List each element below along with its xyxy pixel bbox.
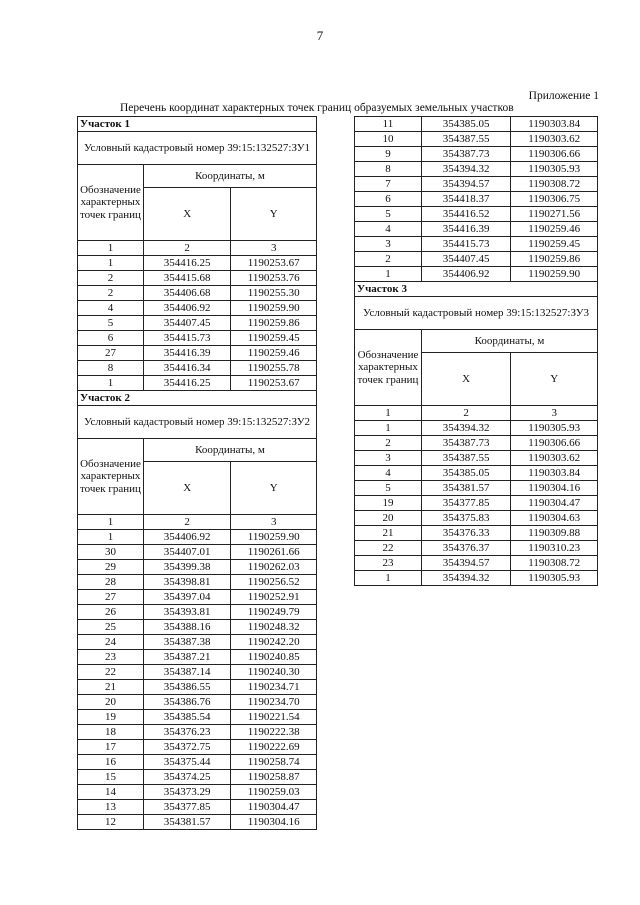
x-coordinate: 354393.81	[143, 605, 230, 620]
x-coordinate: 354385.05	[421, 466, 510, 481]
y-coordinate: 1190309.88	[511, 526, 598, 541]
coordinate-row	[355, 571, 598, 586]
coordinate-row	[355, 162, 598, 177]
plot-label-row	[78, 391, 317, 406]
y-coordinate: 1190308.72	[511, 177, 598, 192]
y-coordinate: 1190306.75	[511, 192, 598, 207]
coordinate-row	[355, 526, 598, 541]
point-number: 17	[78, 740, 144, 755]
y-coordinate: 1190249.79	[231, 605, 317, 620]
cadastral-number: Условный кадастровый номер 39:15:132527:ЗУ1	[78, 132, 317, 165]
x-coordinate: 354375.44	[143, 755, 230, 770]
x-coordinate: 354385.54	[143, 710, 230, 725]
y-coordinate: 1190303.84	[511, 117, 598, 132]
y-coordinate: 1190261.66	[231, 545, 317, 560]
point-number: 2	[78, 286, 144, 301]
point-number: 29	[78, 560, 144, 575]
y-coordinate: 1190222.38	[231, 725, 317, 740]
x-coordinate: 354406.92	[421, 267, 510, 282]
column-header-row	[78, 165, 317, 188]
y-coordinate: 1190259.45	[511, 237, 598, 252]
y-coordinate: 1190259.03	[231, 785, 317, 800]
y-coordinate: 1190256.52	[231, 575, 317, 590]
coordinate-row	[78, 815, 317, 830]
column-number: 1	[78, 515, 144, 530]
x-coordinate: 354418.37	[421, 192, 510, 207]
x-coordinate: 354398.81	[143, 575, 230, 590]
y-coordinate: 1190242.20	[231, 635, 317, 650]
point-number: 1	[78, 376, 144, 391]
x-coordinate: 354373.29	[143, 785, 230, 800]
x-coordinate: 354394.57	[421, 177, 510, 192]
y-coordinate: 1190240.85	[231, 650, 317, 665]
x-coordinate: 354406.92	[143, 301, 230, 316]
x-coordinate: 354387.38	[143, 635, 230, 650]
point-number: 25	[78, 620, 144, 635]
coordinate-row	[355, 207, 598, 222]
x-coordinate: 354376.37	[421, 541, 510, 556]
coordinates-table-right	[354, 116, 598, 586]
coordinate-row	[355, 237, 598, 252]
y-coordinate: 1190305.93	[511, 162, 598, 177]
coordinate-row	[355, 192, 598, 207]
point-number: 15	[78, 770, 144, 785]
y-coordinate: 1190259.86	[231, 316, 317, 331]
point-number: 18	[78, 725, 144, 740]
x-coordinate: 354407.45	[143, 316, 230, 331]
point-number: 1	[355, 571, 422, 586]
plot-label: Участок 1	[78, 117, 317, 132]
point-number: 28	[78, 575, 144, 590]
y-coordinate: 1190303.84	[511, 466, 598, 481]
x-coordinate: 354376.33	[421, 526, 510, 541]
document-title: Перечень координат характерных точек границ образуемых земельных участков	[120, 102, 514, 114]
point-number: 13	[78, 800, 144, 815]
x-coordinate: 354386.76	[143, 695, 230, 710]
cadastral-number: Условный кадастровый номер 39:15:132527:ЗУ2	[78, 406, 317, 439]
coordinate-row	[78, 755, 317, 770]
x-coordinate: 354397.04	[143, 590, 230, 605]
point-number: 22	[78, 665, 144, 680]
appendix-label: Приложение 1	[528, 90, 599, 102]
point-number: 7	[355, 177, 422, 192]
x-coordinate: 354415.68	[143, 271, 230, 286]
x-coordinate: 354416.52	[421, 207, 510, 222]
coordinate-row	[355, 252, 598, 267]
point-number: 14	[78, 785, 144, 800]
point-number: 19	[78, 710, 144, 725]
point-number: 22	[355, 541, 422, 556]
x-coordinate: 354385.05	[421, 117, 510, 132]
coordinate-row	[355, 147, 598, 162]
coordinate-row	[78, 770, 317, 785]
y-coordinate: 1190258.87	[231, 770, 317, 785]
coordinate-row	[355, 177, 598, 192]
column-number-row	[355, 406, 598, 421]
point-number: 2	[78, 271, 144, 286]
plot-label: Участок 2	[78, 391, 317, 406]
y-coordinate: 1190310.23	[511, 541, 598, 556]
point-number: 1	[78, 256, 144, 271]
y-coordinate: 1190221.54	[231, 710, 317, 725]
coords-column-header: Координаты, м	[421, 330, 597, 353]
point-number: 19	[355, 496, 422, 511]
y-coordinate: 1190259.46	[231, 346, 317, 361]
y-coordinate: 1190253.67	[231, 256, 317, 271]
x-coordinate: 354406.68	[143, 286, 230, 301]
x-coordinate: 354372.75	[143, 740, 230, 755]
x-coordinate: 354387.14	[143, 665, 230, 680]
cadastral-number: Условный кадастровый номер 39:15:132527:ЗУ3	[355, 297, 598, 330]
x-coordinate: 354416.39	[421, 222, 510, 237]
coordinate-row	[78, 271, 317, 286]
y-coordinate: 1190306.66	[511, 147, 598, 162]
point-number: 2	[355, 252, 422, 267]
x-coordinate: 354387.73	[421, 147, 510, 162]
column-number: 2	[143, 515, 230, 530]
y-coordinate: 1190306.66	[511, 436, 598, 451]
coordinate-row	[355, 451, 598, 466]
column-number: 3	[231, 241, 317, 256]
y-coordinate: 1190240.30	[231, 665, 317, 680]
point-number: 27	[78, 346, 144, 361]
point-number: 10	[355, 132, 422, 147]
coordinate-row	[355, 117, 598, 132]
point-number: 9	[355, 147, 422, 162]
coordinate-row	[78, 710, 317, 725]
point-number: 1	[355, 267, 422, 282]
column-number: 1	[78, 241, 144, 256]
x-coordinate: 354416.39	[143, 346, 230, 361]
coordinates-table-left	[77, 116, 317, 830]
y-coordinate: 1190304.63	[511, 511, 598, 526]
y-coordinate: 1190304.16	[231, 815, 317, 830]
x-coordinate: 354374.25	[143, 770, 230, 785]
coordinate-row	[78, 346, 317, 361]
y-coordinate: 1190248.32	[231, 620, 317, 635]
column-number-row	[78, 515, 317, 530]
y-coordinate: 1190255.78	[231, 361, 317, 376]
coordinate-row	[78, 635, 317, 650]
coordinate-row	[78, 361, 317, 376]
coords-column-header: Координаты, м	[143, 165, 316, 188]
points-column-header: Обозначение характерных точек границ	[78, 165, 144, 241]
point-number: 21	[355, 526, 422, 541]
coordinate-row	[78, 650, 317, 665]
x-coordinate: 354407.01	[143, 545, 230, 560]
y-coordinate: 1190262.03	[231, 560, 317, 575]
x-column-header: X	[421, 353, 510, 406]
x-coordinate: 354377.85	[143, 800, 230, 815]
coordinate-row	[78, 800, 317, 815]
point-number: 1	[355, 421, 422, 436]
coordinate-row	[78, 620, 317, 635]
page-number: 7	[316, 28, 324, 43]
x-coordinate: 354387.21	[143, 650, 230, 665]
point-number: 8	[355, 162, 422, 177]
x-coordinate: 354381.57	[421, 481, 510, 496]
x-coordinate: 354387.55	[421, 132, 510, 147]
y-coordinate: 1190258.74	[231, 755, 317, 770]
coordinate-row	[355, 496, 598, 511]
plot-label-row	[355, 282, 598, 297]
y-coordinate: 1190259.46	[511, 222, 598, 237]
cadastral-row	[78, 132, 317, 165]
y-coordinate: 1190308.72	[511, 556, 598, 571]
coordinate-row	[355, 421, 598, 436]
coordinate-row	[78, 665, 317, 680]
point-number: 11	[355, 117, 422, 132]
point-number: 4	[355, 222, 422, 237]
x-coordinate: 354376.23	[143, 725, 230, 740]
y-coordinate: 1190259.90	[231, 301, 317, 316]
coordinate-row	[355, 132, 598, 147]
plot-label: Участок 3	[355, 282, 598, 297]
coordinate-row	[78, 316, 317, 331]
point-number: 1	[78, 530, 144, 545]
coordinate-row	[78, 605, 317, 620]
coordinate-row	[355, 511, 598, 526]
point-number: 30	[78, 545, 144, 560]
y-coordinate: 1190252.91	[231, 590, 317, 605]
y-coordinate: 1190259.45	[231, 331, 317, 346]
coordinate-row	[78, 301, 317, 316]
coordinate-row	[78, 695, 317, 710]
column-number: 2	[143, 241, 230, 256]
point-number: 6	[355, 192, 422, 207]
coordinate-row	[78, 590, 317, 605]
cadastral-row	[355, 297, 598, 330]
coords-column-header: Координаты, м	[143, 439, 316, 462]
x-coordinate: 354394.32	[421, 162, 510, 177]
y-coordinate: 1190304.16	[511, 481, 598, 496]
column-number: 3	[511, 406, 598, 421]
point-number: 3	[355, 237, 422, 252]
coordinate-row	[78, 560, 317, 575]
y-column-header: Y	[231, 188, 317, 241]
column-number-row	[78, 241, 317, 256]
column-number: 3	[231, 515, 317, 530]
column-number: 2	[421, 406, 510, 421]
x-coordinate: 354415.73	[421, 237, 510, 252]
y-coordinate: 1190259.90	[511, 267, 598, 282]
points-column-header: Обозначение характерных точек границ	[355, 330, 422, 406]
point-number: 24	[78, 635, 144, 650]
x-coordinate: 354394.32	[421, 571, 510, 586]
point-number: 26	[78, 605, 144, 620]
column-header-row	[355, 330, 598, 353]
coordinate-row	[78, 545, 317, 560]
x-coordinate: 354377.85	[421, 496, 510, 511]
y-coordinate: 1190305.93	[511, 571, 598, 586]
point-number: 16	[78, 755, 144, 770]
x-coordinate: 354394.57	[421, 556, 510, 571]
point-number: 8	[78, 361, 144, 376]
coordinate-row	[78, 376, 317, 391]
x-coordinate: 354388.16	[143, 620, 230, 635]
x-coordinate: 354375.83	[421, 511, 510, 526]
point-number: 23	[78, 650, 144, 665]
y-coordinate: 1190234.71	[231, 680, 317, 695]
coordinate-row	[78, 680, 317, 695]
y-coordinate: 1190222.69	[231, 740, 317, 755]
point-number: 6	[78, 331, 144, 346]
y-column-header: Y	[511, 353, 598, 406]
points-column-header: Обозначение характерных точек границ	[78, 439, 144, 515]
coordinate-row	[78, 785, 317, 800]
coordinate-row	[355, 222, 598, 237]
point-number: 2	[355, 436, 422, 451]
point-number: 12	[78, 815, 144, 830]
y-coordinate: 1190234.70	[231, 695, 317, 710]
point-number: 21	[78, 680, 144, 695]
coordinate-row	[355, 556, 598, 571]
x-coordinate: 354381.57	[143, 815, 230, 830]
x-column-header: X	[143, 188, 230, 241]
y-coordinate: 1190304.47	[231, 800, 317, 815]
x-coordinate: 354407.45	[421, 252, 510, 267]
y-coordinate: 1190305.93	[511, 421, 598, 436]
y-coordinate: 1190259.86	[511, 252, 598, 267]
x-coordinate: 354416.25	[143, 376, 230, 391]
coordinate-row	[78, 286, 317, 301]
coordinate-row	[355, 541, 598, 556]
x-coordinate: 354399.38	[143, 560, 230, 575]
point-number: 20	[355, 511, 422, 526]
point-number: 5	[78, 316, 144, 331]
coordinate-row	[355, 267, 598, 282]
x-coordinate: 354415.73	[143, 331, 230, 346]
x-coordinate: 354386.55	[143, 680, 230, 695]
x-coordinate: 354394.32	[421, 421, 510, 436]
point-number: 23	[355, 556, 422, 571]
y-coordinate: 1190303.62	[511, 132, 598, 147]
point-number: 27	[78, 590, 144, 605]
coordinate-row	[355, 481, 598, 496]
plot-label-row	[78, 117, 317, 132]
x-coordinate: 354406.92	[143, 530, 230, 545]
y-coordinate: 1190304.47	[511, 496, 598, 511]
y-coordinate: 1190271.56	[511, 207, 598, 222]
x-coordinate: 354387.55	[421, 451, 510, 466]
y-coordinate: 1190253.76	[231, 271, 317, 286]
column-header-row	[78, 439, 317, 462]
point-number: 4	[78, 301, 144, 316]
x-coordinate: 354416.34	[143, 361, 230, 376]
point-number: 3	[355, 451, 422, 466]
point-number: 5	[355, 207, 422, 222]
y-coordinate: 1190253.67	[231, 376, 317, 391]
coordinate-row	[355, 436, 598, 451]
y-coordinate: 1190259.90	[231, 530, 317, 545]
y-column-header: Y	[231, 462, 317, 515]
y-coordinate: 1190303.62	[511, 451, 598, 466]
coordinate-row	[78, 740, 317, 755]
point-number: 4	[355, 466, 422, 481]
point-number: 5	[355, 481, 422, 496]
x-coordinate: 354387.73	[421, 436, 510, 451]
coordinate-row	[78, 331, 317, 346]
coordinate-row	[355, 466, 598, 481]
coordinate-row	[78, 575, 317, 590]
point-number: 20	[78, 695, 144, 710]
coordinate-row	[78, 725, 317, 740]
column-number: 1	[355, 406, 422, 421]
x-column-header: X	[143, 462, 230, 515]
x-coordinate: 354416.25	[143, 256, 230, 271]
y-coordinate: 1190255.30	[231, 286, 317, 301]
coordinate-row	[78, 256, 317, 271]
coordinate-row	[78, 530, 317, 545]
cadastral-row	[78, 406, 317, 439]
